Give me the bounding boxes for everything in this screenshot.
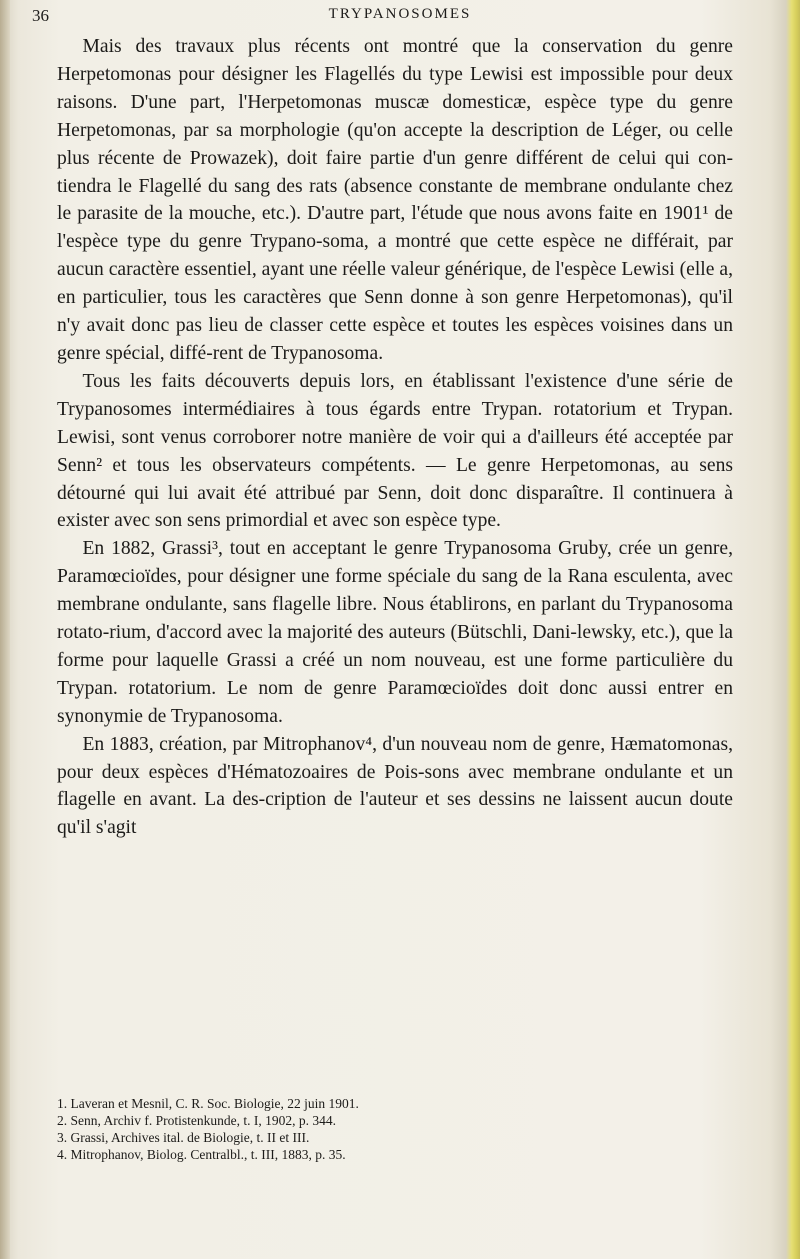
paragraph-3: En 1882, Grassi³, tout en acceptant le genre Trypanosoma Gruby, crée un genre, Paramœcioïdes, pour désigner une forme spéciale du sang de la Rana esculenta, avec membrane ondulante, sans flagelle libre. Nous établirons, en parlant du Trypanosoma rotato-rium, d'accord avec la majorité des auteurs (Bütschli, Dani-lewsky, etc.), que la forme pour laquelle Grassi a créé un nom nouveau, est une forme particulière du Trypan. rotatorium. Le nom de genre Paramœcioïdes doit donc aussi entrer en synonymie de Trypanosoma.	[57, 538, 733, 727]
page-header	[0, 0, 800, 34]
footnote-3: 3. Grassi, Archives ital. de Biologie, t. II et III.	[57, 1130, 310, 1145]
main-text	[57, 33, 733, 842]
page-gutter-shadow	[0, 0, 10, 1259]
page-edge	[786, 0, 800, 1259]
footnote-4: 4. Mitrophanov, Biolog. Centralbl., t. III, 1883, p. 35.	[57, 1147, 346, 1162]
footnote-1: 1. Laveran et Mesnil, C. R. Soc. Biologie, 22 juin 1901.	[57, 1096, 359, 1111]
running-title: TRYPANOSOMES	[328, 6, 472, 22]
paragraph-1: Mais des travaux plus récents ont montré que la conservation du genre Herpetomonas pour désigner les Flagellés du type Lewisi est impossible pour deux raisons. D'une part, l'Herpetomonas muscæ domesticæ, espèce type du genre Herpetomonas, par sa morphologie (qu'on accepte la description de Léger, ou celle plus récente de Prowazek), doit faire partie d'un genre différent de celui qui con-tiendra le Flagellé du sang des rats (absence constante de membrane ondulante chez le parasite de la mouche, etc.). D'autre part, l'étude que nous avons faite en 1901¹ de l'espèce type du genre Trypano-soma, a montré que cette espèce ne différait, par aucun caractère essentiel, ayant une réelle valeur générique, de l'espèce Lewisi (elle a, en particulier, tous les caractères que Senn donne à son genre Herpetomonas), qu'il n'y avait donc pas lieu de classer cette espèce et toutes les espèces voisines dans un genre spécial, diffé-rent de Trypanosoma.	[57, 36, 733, 364]
paragraph-4: En 1883, création, par Mitrophanov⁴, d'un nouveau nom de genre, Hæmatomonas, pour deux espèces d'Hématozoaires de Pois-sons avec membrane ondulante et un flagelle en avant. La des-cription de l'auteur et ses dessins ne laissent aucun doute qu'il s'agit	[57, 733, 733, 839]
footnotes	[57, 1095, 697, 1163]
paragraph-2: Tous les faits découverts depuis lors, en établissant l'existence d'une série de Trypanosomes intermédiaires à tous égards entre Trypan. rotatorium et Trypan. Lewisi, sont venus corroborer notre manière de voir qui a d'ailleurs été acceptée par Senn² et tous les observateurs compétents. — Le genre Herpetomonas, au sens détourné qui lui avait été attribué par Senn, doit donc disparaître. Il continuera à exister avec son sens primordial et avec son espèce type.	[57, 370, 733, 532]
page-number: 36	[32, 6, 49, 25]
footnote-2: 2. Senn, Archiv f. Protistenkunde, t. I, 1902, p. 344.	[57, 1113, 336, 1128]
